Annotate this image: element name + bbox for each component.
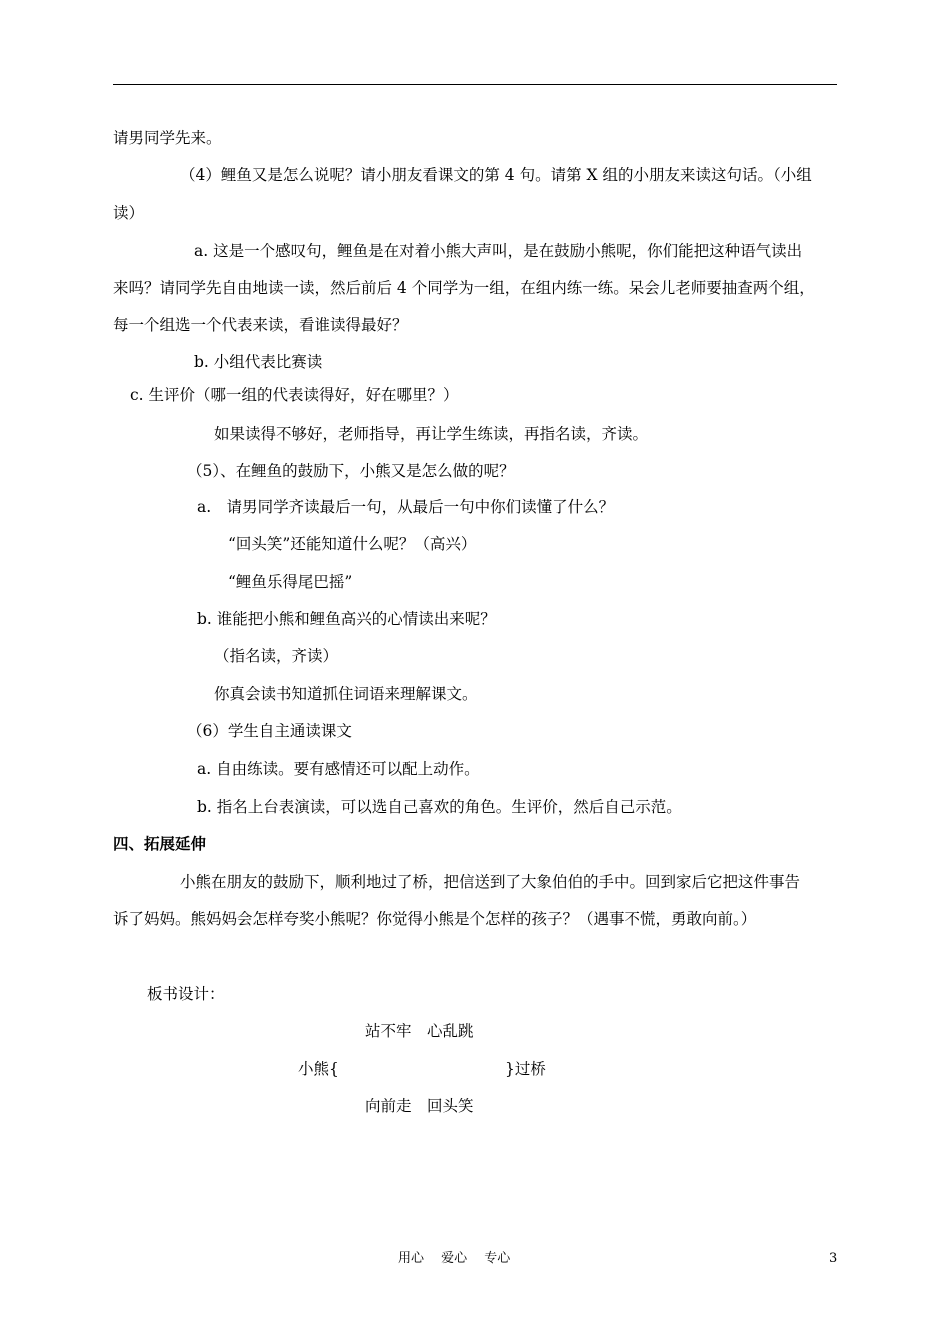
text-line: a. 自由练读。要有感情还可以配上动作。 — [197, 760, 480, 778]
text-line: c. 生评价（哪一组的代表读得好，好在哪里？） — [130, 386, 459, 404]
text-line: 你真会读书知道抓住词语来理解课文。 — [214, 685, 478, 703]
text-line: 读） — [113, 204, 145, 222]
board-left: 小熊{ — [298, 1060, 339, 1078]
text-line: 每一个组选一个代表来读，看谁读得最好？ — [113, 316, 408, 334]
text-line: 请男同学先来。 — [113, 129, 222, 147]
text-line: b. 小组代表比赛读 — [194, 353, 323, 371]
text-line: a. 这是一个感叹句，鲤鱼是在对着小熊大声叫，是在鼓励小熊呢，你们能把这种语气读出 — [194, 242, 803, 260]
text-line: 小熊在朋友的鼓励下，顺利地过了桥，把信送到了大象伯伯的手中。回到家后它把这件事告 — [180, 873, 801, 891]
text-line: （4）鲤鱼又是怎么说呢？请小朋友看课文的第 4 句。请第 X 组的小朋友来读这句话。（小组 — [180, 166, 812, 184]
board-bottom: 向前走 回头笑 — [365, 1097, 474, 1115]
board-top: 站不牢 心乱跳 — [365, 1022, 474, 1040]
text-line: “鲤鱼乐得尾巴摇” — [228, 573, 353, 591]
board-right: }过桥 — [505, 1060, 546, 1078]
text-line: b. 谁能把小熊和鲤鱼高兴的心情读出来呢？ — [197, 610, 496, 628]
header-rule — [113, 84, 837, 85]
board-title: 板书设计： — [147, 985, 225, 1003]
text-line: （指名读，齐读） — [214, 647, 339, 665]
text-line: 来吗？请同学先自由地读一读，然后前后 4 个同学为一组，在组内练一练。呆会儿老师要抽查两个组， — [113, 279, 815, 297]
page-number: 3 — [829, 1251, 838, 1266]
text-line: 如果读得不够好，老师指导，再让学生练读，再指名读，齐读。 — [214, 425, 649, 443]
footer-motto: 用心 爱心 专心 — [398, 1251, 511, 1266]
text-line: 诉了妈妈。熊妈妈会怎样夸奖小熊呢？你觉得小熊是个怎样的孩子？（遇事不慌，勇敢向前。） — [113, 910, 757, 928]
text-line: a. 请男同学齐读最后一句，从最后一句中你们读懂了什么？ — [197, 498, 615, 516]
text-line: “回头笑”还能知道什么呢？（高兴） — [228, 535, 477, 553]
text-line: （6）学生自主通读课文 — [187, 722, 352, 740]
text-line: b. 指名上台表演读，可以选自己喜欢的角色。生评价，然后自己示范。 — [197, 798, 682, 816]
text-line: （5）、在鲤鱼的鼓励下，小熊又是怎么做的呢？ — [187, 462, 515, 480]
section-heading: 四、拓展延伸 — [113, 835, 207, 853]
